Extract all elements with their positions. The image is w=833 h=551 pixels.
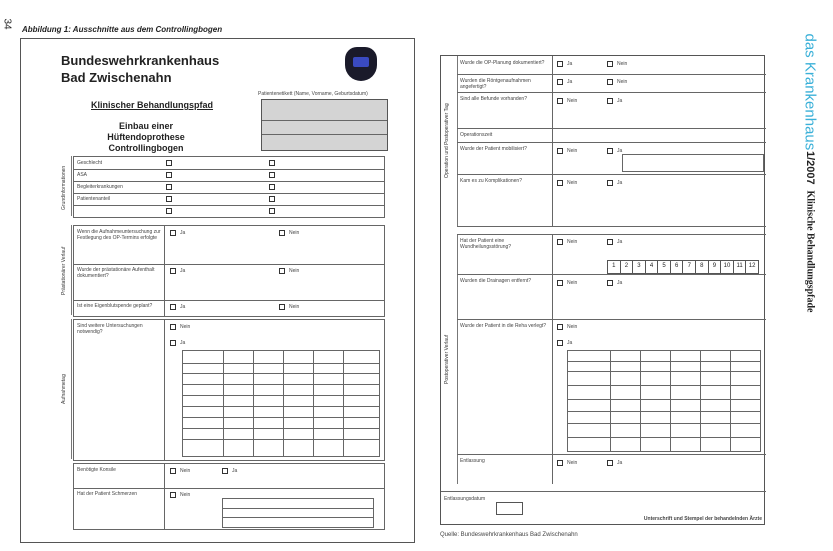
no-checkbox[interactable] xyxy=(557,98,563,104)
procedure-line1: Einbau einer Hüftendoprothese xyxy=(107,121,185,142)
pathway-title: Klinischer Behandlungspfad xyxy=(91,100,214,110)
section-postop: Postoperativer Verlauf xyxy=(444,334,450,384)
option-ja: Ja xyxy=(617,98,623,104)
no-checkbox[interactable] xyxy=(170,492,176,498)
row-begleit: Begleiterkrankungen xyxy=(77,184,123,190)
option-nein: Nein xyxy=(567,239,578,245)
option-ja: Ja xyxy=(617,148,623,154)
journal-header xyxy=(790,20,830,320)
source-note: Quelle: Bundeswehrkrankenhaus Bad Zwischenahn xyxy=(440,532,578,538)
no-checkbox[interactable] xyxy=(279,304,285,310)
option-nein: Nein xyxy=(180,468,191,474)
patient-label-box xyxy=(258,91,388,151)
right-form xyxy=(440,55,765,525)
checkbox[interactable] xyxy=(269,184,275,190)
option-nein: Nein xyxy=(617,79,628,85)
left-form xyxy=(20,38,415,543)
no-checkbox[interactable] xyxy=(279,268,285,274)
journal-issue: 1/2007 xyxy=(804,151,816,185)
postop-table xyxy=(457,234,766,484)
exam-grid xyxy=(182,350,380,457)
checkbox[interactable] xyxy=(269,196,275,202)
option-ja: Ja xyxy=(617,280,623,286)
option-ja: Ja xyxy=(180,230,186,236)
yes-checkbox[interactable] xyxy=(170,268,176,274)
no-checkbox[interactable] xyxy=(557,239,563,245)
row-mobilisiert: Wurde der Patient mobilisiert? xyxy=(460,146,527,152)
procedure-line2: Controllingbogen xyxy=(108,143,184,153)
hospital-name xyxy=(61,52,219,86)
yes-checkbox[interactable] xyxy=(557,340,563,346)
journal-topic: Klinische Behandlungspfade xyxy=(804,190,816,313)
option-nein: Nein xyxy=(567,280,578,286)
row-op-zeit: Operationszeit xyxy=(460,132,493,138)
option-ja: Ja xyxy=(180,268,186,274)
row-reha: Wurde der Patient in die Reha verlegt? xyxy=(460,323,547,329)
operation-table xyxy=(457,56,766,226)
option-nein: Nein xyxy=(567,98,578,104)
checkbox[interactable] xyxy=(166,208,172,214)
option-nein: Nein xyxy=(567,148,578,154)
option-nein: Nein xyxy=(617,61,628,67)
row-praestationaer: Wurde der prästationäre Aufenthalt dokumentiert? xyxy=(77,267,155,279)
row-patientenanteil: Patientenanteil xyxy=(77,196,111,202)
no-checkbox[interactable] xyxy=(170,468,176,474)
day-9[interactable]: 9 xyxy=(709,261,722,273)
yes-checkbox[interactable] xyxy=(557,79,563,85)
aufnahmetag-table xyxy=(73,319,385,461)
option-ja: Ja xyxy=(180,304,186,310)
day-10[interactable]: 10 xyxy=(721,261,734,273)
day-2[interactable]: 2 xyxy=(621,261,634,273)
option-ja: Ja xyxy=(617,460,623,466)
no-checkbox[interactable] xyxy=(279,230,285,236)
day-11[interactable]: 11 xyxy=(734,261,747,273)
row-befunde: Sind alle Befunde vorhanden? xyxy=(460,96,527,102)
discharge-row xyxy=(441,491,766,527)
yes-checkbox[interactable] xyxy=(607,148,613,154)
day-12[interactable]: 12 xyxy=(748,263,756,269)
grundinfo-table xyxy=(73,156,385,218)
row-konsile: Benötigte Konsile xyxy=(77,467,116,473)
option-ja: Ja xyxy=(617,239,623,245)
section-prestationaer: Prästationärer Verlauf xyxy=(61,246,67,296)
option-ja: Ja xyxy=(232,468,238,474)
discharge-date-label: Entlassungsdatum xyxy=(444,496,486,502)
konsile-table xyxy=(73,463,385,530)
day-1[interactable]: 1 xyxy=(608,261,621,273)
day-3[interactable]: 3 xyxy=(633,261,646,273)
yes-checkbox[interactable] xyxy=(170,304,176,310)
row-drainagen: Wurden die Drainagen entfernt? xyxy=(460,278,532,284)
no-checkbox[interactable] xyxy=(607,79,613,85)
no-checkbox[interactable] xyxy=(557,148,563,154)
patient-label-text: Patientenetikett (Name, Vorname, Geburtsdatum) xyxy=(258,91,368,97)
option-nein: Nein xyxy=(180,492,191,498)
option-nein: Nein xyxy=(567,460,578,466)
option-nein: Nein xyxy=(567,180,578,186)
option-ja: Ja xyxy=(617,180,623,186)
row-komplikationen: Kam es zu Komplikationen? xyxy=(460,178,522,184)
row-geschlecht: Geschlecht xyxy=(77,160,103,166)
row-asa: ASA xyxy=(77,172,88,178)
row-schmerzen: Hat der Patient Schmerzen xyxy=(77,491,138,497)
section-grundinformationen: Grundinformationen xyxy=(61,165,67,210)
option-ja: Ja xyxy=(567,61,573,67)
checkbox[interactable] xyxy=(166,196,172,202)
day-scale xyxy=(607,260,759,274)
yes-checkbox[interactable] xyxy=(170,230,176,236)
row-untersuchungen: Sind weitere Untersuchungen notwendig? xyxy=(77,323,143,335)
complication-grid xyxy=(567,350,761,452)
page-number: 34 xyxy=(1,18,13,30)
row-entlassung: Entlassung xyxy=(460,458,485,464)
option-ja: Ja xyxy=(567,340,573,346)
journal-title: das Krankenhaus xyxy=(801,33,819,151)
yes-checkbox[interactable] xyxy=(607,98,613,104)
section-aufnahmetag: Aufnahmetag xyxy=(61,374,67,404)
no-checkbox[interactable] xyxy=(607,61,613,67)
yes-checkbox[interactable] xyxy=(557,61,563,67)
hospital-line1: Bundeswehrkrankenhaus xyxy=(61,53,220,68)
checkbox[interactable] xyxy=(269,208,275,214)
checkbox[interactable] xyxy=(166,160,172,166)
no-checkbox[interactable] xyxy=(557,180,563,186)
yes-checkbox[interactable] xyxy=(607,239,613,245)
checkbox[interactable] xyxy=(166,172,172,178)
procedure-title xyxy=(81,121,211,154)
yes-checkbox[interactable] xyxy=(607,460,613,466)
figure-caption: Abbildung 1: Ausschnitte aus dem Controllingbogen xyxy=(22,25,223,34)
row-op-planung: Wurde die OP-Planung dokumentiert? xyxy=(460,60,545,66)
day-6[interactable]: 6 xyxy=(671,261,684,273)
row-wundheilung: Hat der Patient eine Wundheilungsstörung? xyxy=(460,238,512,250)
day-7[interactable]: 7 xyxy=(683,261,696,273)
signature-note: Unterschrift und Stempel der behandelnden Ärzte xyxy=(643,516,762,522)
row-roentgen: Wurden die Röntgenaufnahmen angefertigt? xyxy=(460,78,531,90)
row-aufnahme-op: Wenn die Aufnahmeuntersuchung zur Festlegung des OP-Termins erfolgte xyxy=(77,229,161,241)
day-8[interactable]: 8 xyxy=(696,261,709,273)
checkbox[interactable] xyxy=(269,172,275,178)
no-checkbox[interactable] xyxy=(557,460,563,466)
checkbox[interactable] xyxy=(269,160,275,166)
no-checkbox[interactable] xyxy=(557,324,563,330)
yes-checkbox[interactable] xyxy=(607,280,613,286)
section-operation: Operation und Postoperativer Tag xyxy=(444,103,450,179)
checkbox[interactable] xyxy=(166,184,172,190)
day-4[interactable]: 4 xyxy=(646,261,659,273)
hospital-logo xyxy=(345,47,377,81)
option-nein: Nein xyxy=(180,324,191,330)
option-nein: Nein xyxy=(289,304,300,310)
yes-checkbox[interactable] xyxy=(607,180,613,186)
no-checkbox[interactable] xyxy=(170,324,176,330)
option-nein: Nein xyxy=(567,324,578,330)
option-nein: Nein xyxy=(289,230,300,236)
option-ja: Ja xyxy=(180,340,186,346)
no-checkbox[interactable] xyxy=(557,280,563,286)
option-ja: Ja xyxy=(567,79,573,85)
prestationaer-table xyxy=(73,225,385,317)
yes-checkbox[interactable] xyxy=(222,468,228,474)
yes-checkbox[interactable] xyxy=(170,340,176,346)
row-eigenblut: Ist eine Eigenblutspende geplant? xyxy=(77,303,153,309)
day-5[interactable]: 5 xyxy=(658,261,671,273)
hospital-line2: Bad Zwischenahn xyxy=(61,70,172,85)
option-nein: Nein xyxy=(289,268,300,274)
